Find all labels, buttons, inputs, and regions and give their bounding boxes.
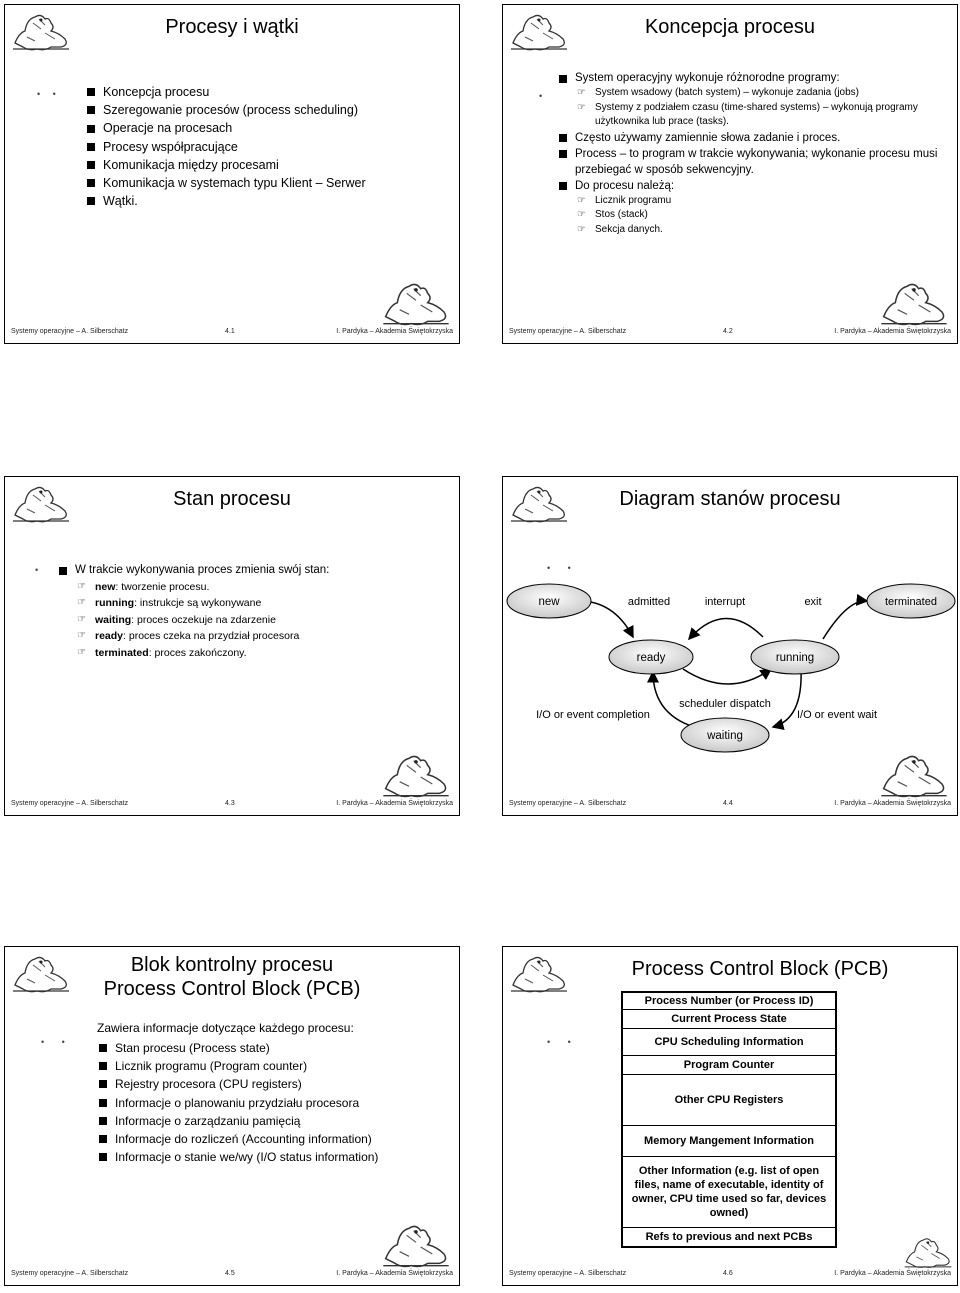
list-item: Koncepcja procesu [85,83,366,101]
edge-label-dispatch: scheduler dispatch [679,698,771,710]
pcb-row-cpu-scheduling: CPU Scheduling Information [623,1029,835,1056]
node-label-terminated: terminated [885,596,937,608]
edge-label-io-completion: I/O or event completion [536,709,650,721]
list-item: Informacje o stanie we/wy (I/O status information) [97,1148,378,1166]
pcb-row-process-number: Process Number (or Process ID) [623,993,835,1010]
dinosaur-footer-icon [879,274,949,329]
dinosaur-footer-icon [903,1231,953,1271]
footer-author: Systemy operacyjne – A. Silberschatz [509,1270,627,1277]
bullet-marks: • [35,565,39,575]
state-item-new: ☞ new: tworzenie procesu. [57,579,447,596]
slide-stan-procesu [4,476,460,816]
state-item-waiting: ☞ waiting: proces oczekuje na zdarzenie [57,612,447,629]
list-item: Operacje na procesach [85,119,366,137]
state-item-running: ☞ running: instrukcje są wykonywane [57,595,447,612]
list-item: Często używamy zamiennie słowa zadanie i proces. [557,130,947,146]
page-number: 4.3 [225,800,235,807]
edge-label-exit: exit [804,596,822,608]
node-label-new: new [538,596,560,608]
slide-footer [11,800,453,810]
pcb-row-other-info: Other Information (e.g. list of open files, name of executable, identity of owner, CPU time used so far, devices owned) [623,1157,835,1228]
pcb-row-program-counter: Program Counter [623,1056,835,1075]
list-item: Procesy współpracujące [85,138,366,156]
slide-koncepcja-procesu [502,4,958,344]
list-item: Stan procesu (Process state) [97,1039,378,1057]
list-item: Licznik programu (Program counter) [97,1057,378,1075]
footer-institution: I. Pardyka – Akademia Świętokrzyska [834,328,951,335]
bullet-marks: • • [547,563,571,573]
list-item: Informacje o planowaniu przydziału procesora [97,1094,378,1112]
slide-title [5,953,459,1001]
state-diagram [503,577,958,757]
node-label-ready: ready [636,652,666,664]
page-number: 4.6 [723,1270,733,1277]
list-subitem: ☞ Stos (stack) [557,208,947,223]
footer-institution: I. Pardyka – Akademia Świętokrzyska [834,800,951,807]
state-item-terminated: ☞ terminated: proces zakończony. [57,645,447,662]
footer-author: Systemy operacyjne – A. Silberschatz [11,328,129,335]
pcb-info-list [97,1039,378,1166]
list-item: Do procesu należą: [557,178,947,194]
page-number: 4.2 [723,328,733,335]
edge-label-io-wait: I/O or event wait [796,709,878,721]
title-line-2: Process Control Block (PCB) [103,978,361,1000]
dinosaur-footer-icon [879,746,949,801]
edge-label-admitted: admitted [627,596,671,608]
footer-institution: I. Pardyka – Akademia Świętokrzyska [336,800,453,807]
topic-list [85,83,366,210]
pcb-table [621,991,837,1248]
slide-footer [509,1270,951,1280]
pcb-row-memory: Memory Mangement Information [623,1126,835,1157]
slide-title: Stan procesu [173,488,291,510]
slide-diagram-stanow [502,476,958,816]
bullet-marks: • [539,91,543,101]
dinosaur-footer-icon [381,746,451,801]
list-item: Komunikacja w systemach typu Klient – Serwer [85,174,366,192]
list-item: Rejestry procesora (CPU registers) [97,1075,378,1093]
list-item: Wątki. [85,192,366,210]
list-item: Szeregowanie procesów (process scheduling) [85,101,366,119]
list-subitem: ☞ Sekcja danych. [557,223,947,238]
pcb-row-cpu-registers: Other CPU Registers [623,1075,835,1126]
footer-institution: I. Pardyka – Akademia Świętokrzyska [336,328,453,335]
bullet-marks: • • [41,1037,65,1047]
footer-author: Systemy operacyjne – A. Silberschatz [509,800,627,807]
edge-interrupt [689,618,763,639]
slide-blok-kontrolny [4,946,460,1286]
list-item: Komunikacja między procesami [85,156,366,174]
dinosaur-footer-icon [381,274,451,329]
list-item: Process – to program w trakcie wykonywania; wykonanie procesu musi przebiegać w sposób sekwencyjny. [557,146,947,178]
bullet-marks: • • [37,89,56,99]
slide-footer [509,328,951,338]
pcb-row-refs: Refs to previous and next PCBs [645,1231,813,1243]
bullet-marks: • • [547,1037,571,1047]
page-number: 4.5 [225,1270,235,1277]
slide-footer [11,1270,453,1280]
footer-author: Systemy operacyjne – A. Silberschatz [11,1270,129,1277]
list-item: W trakcie wykonywania proces zmienia swój stan: [57,562,447,579]
footer-author: Systemy operacyjne – A. Silberschatz [11,800,129,807]
state-list [57,562,447,661]
dinosaur-footer-icon [381,1216,451,1271]
state-item-ready: ☞ ready: proces czeka na przydział procesora [57,628,447,645]
page-number: 4.1 [225,328,235,335]
slide-pcb [502,946,958,1286]
list-item: Informacje o zarządzaniu pamięcią [97,1112,378,1130]
edge-exit [823,601,867,639]
slide-title: Procesy i wątki [165,16,299,38]
slide-title: Diagram stanów procesu [619,488,841,510]
slide-title: Process Control Block (PCB) [631,958,889,980]
title-line-1: Blok kontrolny procesu [130,954,334,976]
pcb-row-process-state: Current Process State [623,1010,835,1029]
edge-dispatch [683,669,771,684]
slide-footer [11,328,453,338]
footer-author: Systemy operacyjne – A. Silberschatz [509,328,627,335]
slide-procesy-i-watki [4,4,460,344]
node-label-waiting: waiting [707,730,743,742]
content-list [557,70,947,237]
dinosaur-logo-icon [509,951,569,993]
list-subitem: ☞ Licznik programu [557,194,947,209]
footer-institution: I. Pardyka – Akademia Świętokrzyska [336,1270,453,1277]
edge-label-interrupt: interrupt [704,596,746,608]
intro-text: Zawiera informacje dotyczące każdego procesu: [97,1021,354,1035]
list-subitem: ☞ System wsadowy (batch system) – wykonuje zadania (jobs) [557,86,947,101]
slide-footer [509,800,951,810]
list-subitem: ☞ Systemy z podziałem czasu (time-shared systems) – wykonują programy użytkownika lub prace (tasks). [557,101,947,130]
list-item: System operacyjny wykonuje różnorodne programy: [557,70,947,86]
footer-institution: I. Pardyka – Akademia Świętokrzyska [834,1270,951,1277]
slide-title: Koncepcja procesu [644,16,816,38]
node-label-running: running [775,652,815,664]
list-item: Informacje do rozliczeń (Accounting information) [97,1130,378,1148]
page-number: 4.4 [723,800,733,807]
